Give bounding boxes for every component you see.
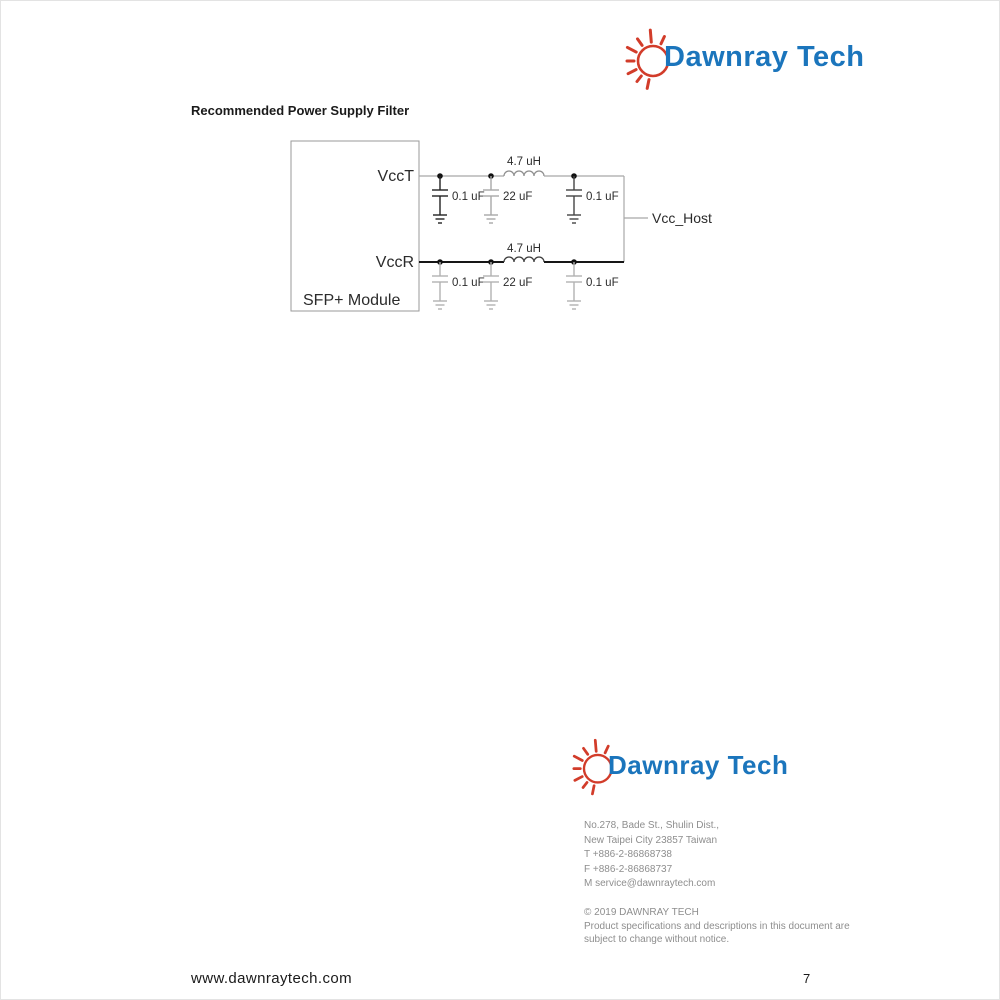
copyright-line: © 2019 DAWNRAY TECH	[584, 907, 699, 918]
legal-block	[584, 906, 850, 947]
inductor-bottom-icon	[504, 257, 544, 262]
inductor-top-value: 4.7 uH	[507, 156, 541, 168]
vccr-label: VccR	[375, 254, 414, 271]
brand-name: Dawnray Tech	[608, 749, 789, 780]
capacitor-icon	[483, 176, 499, 223]
inductor-top-icon	[504, 171, 544, 176]
footer-page-number: 7	[803, 971, 811, 986]
cap-value: 22 uF	[503, 191, 533, 203]
fax-line: F +886-2-86868737	[584, 863, 673, 875]
sfp-module-box	[291, 141, 419, 311]
page-title: Recommended Power Supply Filter	[191, 103, 410, 118]
disclaimer-line: subject to change without notice.	[584, 934, 730, 945]
company-logo-top	[613, 17, 864, 97]
disclaimer-line: Product specifications and descriptions in this document are	[584, 920, 850, 932]
address-line: New Taipei City 23857 Taiwan	[584, 834, 718, 846]
vcc-host-label: Vcc_Host	[652, 210, 712, 226]
phone-line: T +886-2-86868738	[584, 849, 672, 860]
cap-value: 0.1 uF	[452, 191, 485, 203]
cap-value: 22 uF	[503, 277, 533, 289]
footer-website: www.dawnraytech.com	[191, 970, 352, 987]
address-line: No.278, Bade St., Shulin Dist.,	[584, 820, 720, 831]
cap-value: 0.1 uF	[586, 277, 619, 289]
contact-block	[584, 819, 719, 892]
inductor-bottom-value: 4.7 uH	[507, 243, 541, 255]
cap-value: 0.1 uF	[586, 191, 619, 203]
company-logo-bottom	[561, 728, 788, 802]
email-line: M service@dawnraytech.com	[584, 878, 716, 889]
cap-value: 0.1 uF	[452, 277, 485, 289]
vcct-label: VccT	[377, 168, 414, 185]
capacitor-icon	[432, 262, 448, 309]
capacitor-icon	[432, 176, 448, 223]
capacitor-icon	[483, 262, 499, 309]
capacitor-icon	[566, 262, 582, 309]
brand-name: Dawnray Tech	[664, 40, 865, 73]
power-supply-filter-diagram	[281, 136, 721, 326]
module-label: SFP+ Module	[303, 292, 401, 309]
capacitor-icon	[566, 176, 582, 223]
